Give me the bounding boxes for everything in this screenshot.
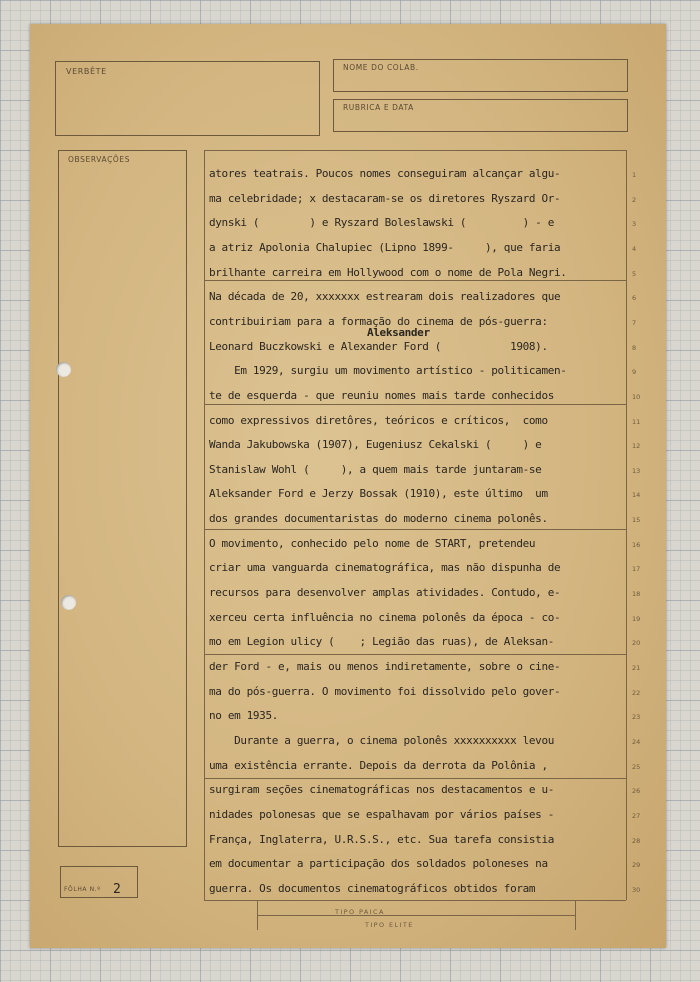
typed-line: a atriz Apolonia Chalupiec (Lipno 1899- ), que faria <box>209 240 561 254</box>
line-number: 8 <box>632 343 637 352</box>
ruling-line <box>257 915 575 916</box>
line-number: 27 <box>632 811 641 820</box>
ruling-line <box>204 778 626 779</box>
line-number: 28 <box>632 836 641 845</box>
overtyped-word: Aleksander <box>367 326 430 339</box>
line-number: 12 <box>632 442 641 451</box>
line-number: 25 <box>632 762 641 771</box>
line-number: 19 <box>632 614 641 623</box>
ruling-line <box>204 900 626 901</box>
typed-line: Durante a guerra, o cinema polonês xxxxxxxxxx levou <box>209 733 554 747</box>
typed-line: guerra. Os documentos cinematográficos obtidos foram <box>209 881 536 895</box>
typed-line: recursos para desenvolver amplas atividades. Contudo, e- <box>209 586 561 600</box>
typed-line: brilhante carreira em Hollywood com o nome de Pola Negri. <box>209 265 567 279</box>
typed-line: der Ford - e, mais ou menos indiretamente, sobre o cine- <box>209 660 561 673</box>
ruling-line <box>204 654 626 655</box>
line-number: 24 <box>632 737 641 746</box>
line-number: 6 <box>632 294 637 303</box>
line-number: 9 <box>632 368 637 377</box>
typed-line: atores teatrais. Poucos nomes conseguiram alcançar algu- <box>209 167 561 180</box>
line-number: 22 <box>632 688 641 697</box>
typed-line: nidades polonesas que se espalhavam por vários países - <box>209 807 554 821</box>
observacoes-box <box>58 150 187 847</box>
line-number: 21 <box>632 664 641 672</box>
line-number: 30 <box>632 885 641 894</box>
typed-line: Wanda Jakubowska (1907), Eugeniusz Cekalski ( ) e <box>209 438 542 452</box>
typed-line: em documentar a participação dos soldados poloneses na <box>209 857 548 871</box>
typed-line: Stanislaw Wohl ( ), a quem mais tarde juntaram-se <box>209 462 542 476</box>
tipo-elite-right-border <box>575 900 576 930</box>
line-number: 15 <box>632 516 641 525</box>
typed-line: criar uma vanguarda cinematográfica, mas não dispunha de <box>209 561 561 575</box>
line-number: 10 <box>632 392 641 401</box>
typed-line: mo em Legion ulicy ( ; Legião das ruas), de Aleksan- <box>209 635 554 649</box>
typed-line: Em 1929, surgiu um movimento artístico - politicamen- <box>209 364 567 378</box>
typed-line: ma do pós-guerra. O movimento foi dissolvido pelo gover- <box>209 684 561 698</box>
ruling-line <box>204 280 626 281</box>
colab-label: NOME DO COLAB. <box>343 63 419 72</box>
folha-number: 2 <box>113 882 121 897</box>
line-number: 17 <box>632 565 641 574</box>
tipo-paica-label: TIPO PAICA <box>335 908 385 916</box>
rubrica-label: RUBRICA E DATA <box>343 103 414 112</box>
line-number: 23 <box>632 713 641 722</box>
typed-line: Aleksander Ford e Jerzy Bossak (1910), este último um <box>209 487 548 501</box>
tipo-elite-label: TIPO ELITE <box>365 921 414 929</box>
line-number: 2 <box>632 195 637 204</box>
typed-line: como expressivos diretôres, teóricos e críticos, como <box>209 413 548 427</box>
line-number: 3 <box>632 220 637 229</box>
typed-line: no em 1935. <box>209 709 278 723</box>
folha-box <box>60 866 138 898</box>
ruling-line <box>204 404 626 405</box>
typed-line: dynski ( ) e Ryszard Boleslawski ( ) - e <box>209 216 554 230</box>
ruling-line <box>204 150 626 151</box>
line-number: 11 <box>632 417 641 426</box>
typed-line: xerceu certa influência no cinema polonês da época - co- <box>209 610 561 624</box>
ruling-line <box>204 529 626 530</box>
typed-line: Na década de 20, xxxxxxx estrearam dois realizadores que <box>209 290 561 304</box>
verbete-label: VERBÊTE <box>66 67 107 76</box>
line-number: 26 <box>632 787 641 796</box>
typed-line: ma celebridade; x destacaram-se os diretores Ryszard Or- <box>209 191 561 205</box>
line-number: 13 <box>632 466 641 475</box>
line-number: 16 <box>632 540 641 549</box>
line-number: 4 <box>632 244 637 253</box>
typed-line: surgiram seções cinematográficas nos destacamentos e u- <box>209 783 554 797</box>
typed-line: te de esquerda - que reuniu nomes mais tarde conhecidos <box>209 388 554 402</box>
line-number: 14 <box>632 491 641 500</box>
punch-hole-bottom <box>61 595 76 610</box>
typed-line: O movimento, conhecido pelo nome de START, pretendeu <box>209 536 536 550</box>
typed-line: dos grandes documentaristas do moderno cinema polonês. <box>209 512 548 526</box>
folha-label: FÔLHA N.º <box>64 886 101 893</box>
line-number: 7 <box>632 318 637 327</box>
line-number: 20 <box>632 639 641 648</box>
observacoes-label: OBSERVAÇÕES <box>68 155 131 164</box>
line-number: 29 <box>632 861 641 870</box>
punch-hole-top <box>56 362 71 377</box>
typed-line: França, Inglaterra, U.R.S.S., etc. Sua tarefa consistia <box>209 832 554 846</box>
line-number: 18 <box>632 590 641 599</box>
line-number: 1 <box>632 171 637 179</box>
typed-line: Leonard Buczkowski e Alexander Ford ( 1908). <box>209 339 548 353</box>
typed-line: contribuiriam para a formação do cinema de pós-guerra: <box>209 314 548 328</box>
text-area-left-border <box>204 150 205 900</box>
line-number: 5 <box>632 269 637 278</box>
typed-line: uma existência errante. Depois da derrota da Polônia , <box>209 758 548 772</box>
